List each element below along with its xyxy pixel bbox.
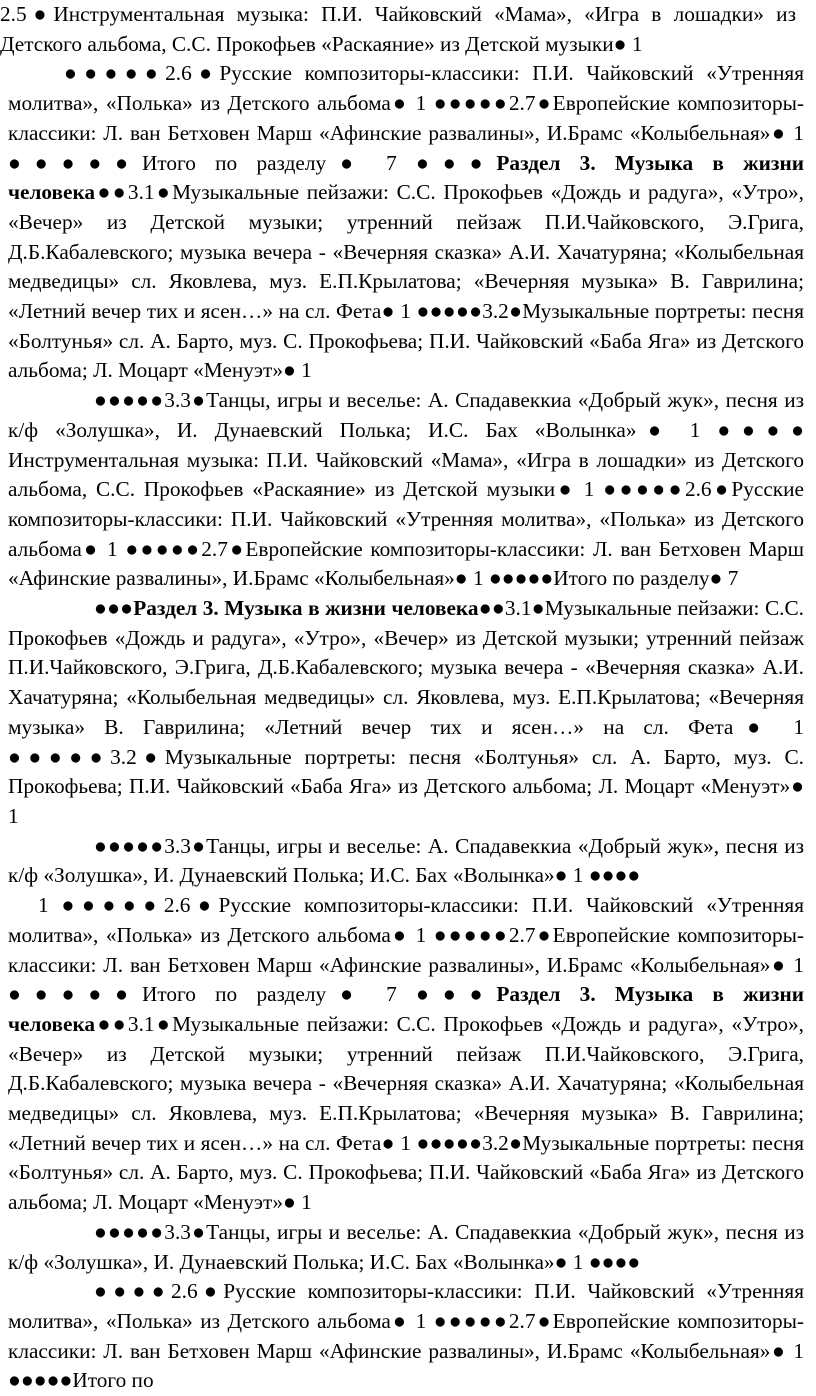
paragraph-text: ●●●●2.6●Русские композиторы-классики: П.И. Чайковский «Утренняя молитва», «Полька» из Детского альбома● 1 ●●●●●2.7●Европейские композиторы-классики: Л. ван Бетховен Марш «Афинские развалины», И.Брамс «Колыбельная»● 1 ●●●●●Итого по — [8, 1279, 804, 1393]
paragraph-dances — [0, 832, 804, 891]
paragraph-instrumental-music — [0, 0, 796, 59]
paragraph-text: ●●●●●2.6●Русские композиторы-классики: П.И. Чайковский «Утренняя молитва», «Полька» из Детского альбома● 1 ●●●●●2.7●Европейские композиторы-классики: Л. ван Бетховен Марш «Афинские развалины», И.Брамс «Колыбельная»● 1 ●●●●●Итого по разделу● 7 ●●● — [8, 61, 804, 175]
section-heading: Раздел 3. Музыка в жизни человека — [133, 596, 479, 621]
paragraph-text-after: ●●3.1●Музыкальные пейзажи: С.С. Прокофьев «Дождь и радуга», «Утро», «Вечер» из Детской музыки; утренний пейзаж П.И.Чайковского, Э.Грига, Д.Б.Кабалевского; музыка вечера - «Вечерняя сказка» А.И. Хачатуряна; «Колыбельная медведицы» сл. Яковлева, муз. Е.П.Крылатова; «Вечерняя музыка» В. Гаврилина; «Летний вечер тих и ясен…» на сл. Фета● 1 ●●●●●3.2●Музыкальные портреты: песня «Болтунья» сл. А. Барто, муз. С. Прокофьева; П.И. Чайковский «Баба Яга» из Детского альбома; Л. Моцарт «Менуэт»● 1 — [8, 1011, 804, 1215]
paragraph-text: 2.5●Инструментальная музыка: П.И. Чайковский «Мама», «Игра в лошадки» из Детского альбома, С.С. Прокофьев «Раскаяние» из Детской музыки● 1 — [0, 2, 796, 56]
paragraph-composers-section-3 — [0, 59, 804, 386]
paragraph-composers-repeat — [0, 891, 804, 1218]
paragraph-dances-repeat — [0, 1218, 804, 1277]
paragraph-text: ●●●●●3.3●Танцы, игры и веселье: А. Спадавеккиа «Добрый жук», песня из к/ф «Золушка», И. Дунаевский Полька; И.С. Бах «Волынка»● 1 ●●●● — [8, 833, 804, 888]
paragraph-text-after: ●●3.1●Музыкальные пейзажи: С.С. Прокофьев «Дождь и радуга», «Утро», «Вечер» из Детской музыки; утренний пейзаж П.И.Чайковского, Э.Грига, Д.Б.Кабалевского; музыка вечера - «Вечерняя сказка» А.И. Хачатуряна; «Колыбельная медведицы» сл. Яковлева, муз. Е.П.Крылатова; «Вечерняя музыка» В. Гаврилина; «Летний вечер тих и ясен…» на сл. Фета● 1 ●●●●●3.2●Музыкальные портреты: песня «Болтунья» сл. А. Барто, муз. С. Прокофьева; П.И. Чайковский «Баба Яга» из Детского альбома; Л. Моцарт «Менуэт»● 1 — [8, 180, 804, 383]
paragraph-composers-final — [0, 1277, 804, 1396]
paragraph-text: ●●●●●3.3●Танцы, игры и веселье: А. Спадавеккиа «Добрый жук», песня из к/ф «Золушка», И. Дунаевский Полька; И.С. Бах «Волынка»● 1 ●●●● — [8, 1219, 804, 1274]
paragraph-text: ●●●●●3.3●Танцы, игры и веселье: А. Спадавеккиа «Добрый жук», песня из к/ф «Золушка», И. Дунаевский Полька; И.С. Бах «Волынка»● 1 ●●●● Инструментальная музыка: П.И. Чайковский «Мама», «Игра в лошадки» из Детского альбома, С.С. Прокофьев «Раскаяние» из Детской музыки● 1 ●●●●●2.6●Русские композиторы-классики: П.И. Чайковский «Утренняя молитва», «Полька» из Детского альбома● 1 ●●●●●2.7●Европейские композиторы-классики: Л. ван Бетховен Марш «Афинские развалины», И.Брамс «Колыбельная»● 1 ●●●●●Итого по разделу● 7 — [8, 388, 804, 591]
paragraph-text: ●●● — [94, 596, 134, 621]
section-heading: Раздел 3. Музыка в жизни человека — [8, 150, 804, 205]
paragraph-text-after: ●●3.1●Музыкальные пейзажи: С.С. Прокофьев «Дождь и радуга», «Утро», «Вечер» из Детской музыки; утренний пейзаж П.И.Чайковского, Э.Грига, Д.Б.Кабалевского; музыка вечера - «Вечерняя сказка» А.И. Хачатуряна; «Колыбельная медведицы» сл. Яковлева, муз. Е.П.Крылатова; «Вечерняя музыка» В. Гаврилина; «Летний вечер тих и ясен…» на сл. Фета● 1 ●●●●●3.2●Музыкальные портреты: песня «Болтунья» сл. А. Барто, муз. С. Прокофьева; П.И. Чайковский «Баба Яга» из Детского альбома; Л. Моцарт «Менуэт»● 1 — [8, 596, 805, 828]
section-heading: Раздел 3. Музыка в жизни человека — [8, 982, 804, 1036]
paragraph-text: 1 ●●●●●2.6●Русские композиторы-классики: П.И. Чайковский «Утренняя молитва», «Полька» из Детского альбома● 1 ●●●●●2.7●Европейские композиторы-классики: Л. ван Бетховен Марш «Афинские развалины», И.Брамс «Колыбельная»● 1 ●●●●●Итого по разделу● 7 ●●● — [8, 893, 804, 1007]
paragraph-dances-instrumental — [0, 386, 804, 594]
paragraph-section-3-repeat — [0, 594, 804, 832]
